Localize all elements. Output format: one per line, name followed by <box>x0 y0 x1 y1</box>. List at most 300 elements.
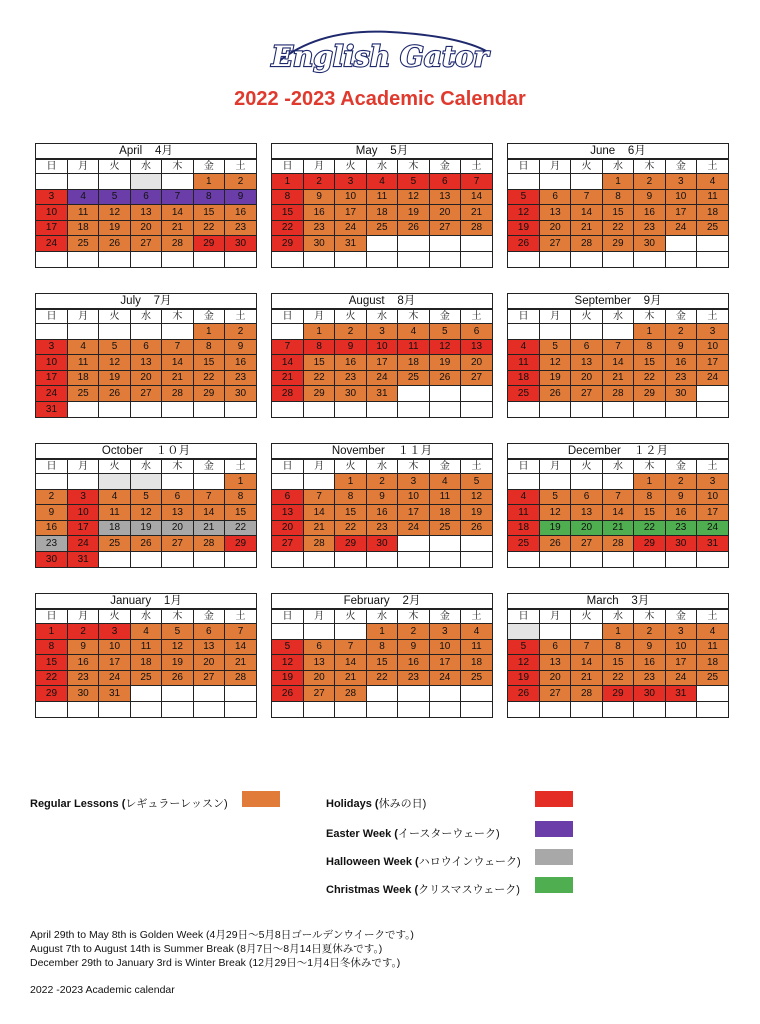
day-cell: 26 <box>272 686 303 702</box>
legend-easter-jp: イースターウェーク) <box>397 828 500 840</box>
day-cell: 29 <box>193 386 224 402</box>
day-cell: 6 <box>429 174 460 190</box>
day-cell: 30 <box>303 236 334 252</box>
day-cell: 5 <box>508 189 539 205</box>
day-cell: 27 <box>429 220 460 236</box>
empty-cell <box>398 236 429 252</box>
empty-cell <box>429 536 460 552</box>
day-cell: 18 <box>697 205 728 221</box>
empty-cell <box>36 174 67 190</box>
day-cell: 3 <box>398 474 429 490</box>
day-cell: 2 <box>67 624 98 640</box>
day-cell: 7 <box>602 489 633 505</box>
day-cell: 28 <box>602 536 633 552</box>
legend-holiday-label: Holidays ( <box>326 798 379 810</box>
legend-halloween-swatch <box>535 849 573 865</box>
empty-cell <box>130 551 161 567</box>
day-cell: 27 <box>130 386 161 402</box>
day-cell: 8 <box>335 489 366 505</box>
day-cell: 7 <box>162 339 193 355</box>
logo-text: English Gator <box>271 40 489 73</box>
weekday-header: 水 <box>366 160 397 174</box>
day-cell: 8 <box>602 189 633 205</box>
note-winter-break: December 29th to January 3rd is Winter Break (12月29日～1月4日冬休みです。) <box>30 957 401 969</box>
weekday-header: 土 <box>697 460 728 474</box>
weekday-header: 土 <box>697 610 728 624</box>
weekday-header: 木 <box>162 310 193 324</box>
month-calendar <box>35 593 257 718</box>
legend-regular-jp: レギュラーレッスン) <box>125 798 228 810</box>
weekday-header: 金 <box>665 460 696 474</box>
empty-cell <box>303 551 334 567</box>
day-cell: 20 <box>571 520 602 536</box>
day-cell: 11 <box>461 639 492 655</box>
day-cell: 18 <box>398 355 429 371</box>
empty-cell <box>225 701 256 717</box>
day-cell: 19 <box>508 220 539 236</box>
weekday-header: 土 <box>697 310 728 324</box>
day-cell: 17 <box>67 520 98 536</box>
empty-cell <box>602 701 633 717</box>
day-cell: 17 <box>665 205 696 221</box>
day-cell: 25 <box>429 520 460 536</box>
empty-cell <box>303 474 334 490</box>
month-calendar <box>507 443 729 568</box>
weekday-header: 火 <box>571 610 602 624</box>
day-cell: 5 <box>398 174 429 190</box>
day-cell: 16 <box>665 505 696 521</box>
weekday-header: 木 <box>634 460 665 474</box>
day-cell: 27 <box>272 536 303 552</box>
day-cell: 2 <box>36 489 67 505</box>
legend-halloween-jp: ハロウインウェーク) <box>418 856 521 868</box>
empty-cell <box>508 474 539 490</box>
day-cell: 1 <box>193 174 224 190</box>
empty-cell <box>508 624 539 640</box>
empty-cell <box>429 236 460 252</box>
day-cell: 13 <box>539 655 570 671</box>
day-cell: 11 <box>508 355 539 371</box>
weekday-header: 土 <box>697 160 728 174</box>
day-cell: 30 <box>335 386 366 402</box>
empty-cell <box>539 324 570 340</box>
month-title: October １０月 <box>36 444 256 459</box>
empty-cell <box>193 401 224 417</box>
weekday-header: 木 <box>398 310 429 324</box>
weekday-header: 金 <box>665 310 696 324</box>
day-cell: 14 <box>193 505 224 521</box>
legend-christmas-label: Christmas Week ( <box>326 884 419 896</box>
empty-cell <box>67 401 98 417</box>
empty-cell <box>602 551 633 567</box>
empty-cell <box>366 701 397 717</box>
day-cell: 17 <box>36 370 67 386</box>
day-cell: 10 <box>697 339 728 355</box>
day-cell: 9 <box>366 489 397 505</box>
day-cell: 27 <box>193 670 224 686</box>
weekday-header: 月 <box>303 310 334 324</box>
day-cell: 12 <box>508 205 539 221</box>
day-cell: 26 <box>99 236 130 252</box>
day-cell: 25 <box>67 386 98 402</box>
day-cell: 17 <box>99 655 130 671</box>
day-cell: 13 <box>539 205 570 221</box>
day-cell: 10 <box>697 489 728 505</box>
day-cell: 29 <box>36 686 67 702</box>
weekday-header: 火 <box>335 610 366 624</box>
day-cell: 28 <box>571 236 602 252</box>
empty-cell <box>162 324 193 340</box>
day-cell: 18 <box>461 655 492 671</box>
day-cell: 14 <box>461 189 492 205</box>
empty-cell <box>130 324 161 340</box>
day-cell: 15 <box>225 505 256 521</box>
day-cell: 15 <box>36 655 67 671</box>
day-cell: 4 <box>130 624 161 640</box>
day-cell: 29 <box>272 236 303 252</box>
empty-cell <box>272 324 303 340</box>
day-cell: 13 <box>461 339 492 355</box>
day-cell: 24 <box>697 370 728 386</box>
day-cell: 12 <box>272 655 303 671</box>
day-cell: 19 <box>539 520 570 536</box>
weekday-header: 水 <box>130 160 161 174</box>
month-calendar <box>507 293 729 418</box>
day-cell: 12 <box>539 505 570 521</box>
legend-holiday-jp: 休みの日) <box>378 798 427 810</box>
day-cell: 6 <box>303 639 334 655</box>
empty-cell <box>539 401 570 417</box>
day-cell: 30 <box>634 686 665 702</box>
weekday-header: 水 <box>130 460 161 474</box>
empty-cell <box>697 551 728 567</box>
weekday-header: 月 <box>303 160 334 174</box>
empty-cell <box>602 401 633 417</box>
day-cell: 1 <box>335 474 366 490</box>
day-cell: 12 <box>99 205 130 221</box>
empty-cell <box>335 701 366 717</box>
empty-cell <box>335 251 366 267</box>
day-cell: 24 <box>429 670 460 686</box>
day-cell: 30 <box>225 386 256 402</box>
weekday-header: 木 <box>634 310 665 324</box>
weekday-header: 水 <box>602 160 633 174</box>
day-cell: 30 <box>634 236 665 252</box>
day-cell: 11 <box>130 639 161 655</box>
empty-cell <box>366 551 397 567</box>
empty-cell <box>36 474 67 490</box>
day-cell: 11 <box>398 339 429 355</box>
empty-cell <box>697 386 728 402</box>
weekday-header: 火 <box>335 160 366 174</box>
empty-cell <box>162 686 193 702</box>
day-cell: 19 <box>99 370 130 386</box>
day-cell: 15 <box>366 655 397 671</box>
day-cell: 20 <box>193 655 224 671</box>
day-cell: 6 <box>162 489 193 505</box>
day-cell: 20 <box>303 670 334 686</box>
empty-cell <box>602 324 633 340</box>
day-cell: 11 <box>697 189 728 205</box>
weekday-header: 日 <box>36 310 67 324</box>
day-cell: 13 <box>193 639 224 655</box>
day-cell: 9 <box>225 339 256 355</box>
empty-cell <box>665 551 696 567</box>
day-cell: 29 <box>335 536 366 552</box>
empty-cell <box>162 474 193 490</box>
day-cell: 13 <box>429 189 460 205</box>
empty-cell <box>539 551 570 567</box>
empty-cell <box>67 174 98 190</box>
day-cell: 25 <box>697 220 728 236</box>
weekday-header: 月 <box>539 460 570 474</box>
day-cell: 17 <box>697 355 728 371</box>
day-cell: 5 <box>539 339 570 355</box>
day-cell: 4 <box>366 174 397 190</box>
empty-cell <box>429 701 460 717</box>
legend-easter-label: Easter Week ( <box>326 828 398 840</box>
day-cell: 18 <box>366 205 397 221</box>
day-cell: 7 <box>571 189 602 205</box>
day-cell: 5 <box>272 639 303 655</box>
day-cell: 8 <box>225 489 256 505</box>
empty-cell <box>429 551 460 567</box>
day-cell: 24 <box>665 670 696 686</box>
empty-cell <box>508 251 539 267</box>
day-cell: 6 <box>461 324 492 340</box>
day-cell: 30 <box>67 686 98 702</box>
day-cell: 23 <box>634 670 665 686</box>
day-cell: 20 <box>162 520 193 536</box>
day-cell: 23 <box>634 220 665 236</box>
day-cell: 3 <box>429 624 460 640</box>
empty-cell <box>36 324 67 340</box>
day-cell: 14 <box>602 355 633 371</box>
day-cell: 21 <box>303 520 334 536</box>
page-title: 2022 -2023 Academic Calendar <box>234 88 526 110</box>
day-cell: 2 <box>665 324 696 340</box>
day-cell: 21 <box>162 220 193 236</box>
weekday-header: 月 <box>303 610 334 624</box>
day-cell: 24 <box>99 670 130 686</box>
month-title: December １２月 <box>508 444 728 459</box>
weekday-header: 水 <box>366 310 397 324</box>
day-cell: 22 <box>303 370 334 386</box>
day-cell: 14 <box>272 355 303 371</box>
day-cell: 13 <box>130 205 161 221</box>
empty-cell <box>99 701 130 717</box>
month-title: February 2月 <box>272 594 492 609</box>
empty-cell <box>99 174 130 190</box>
day-cell: 27 <box>571 536 602 552</box>
day-cell: 21 <box>335 670 366 686</box>
day-cell: 21 <box>461 205 492 221</box>
day-cell: 11 <box>67 355 98 371</box>
day-cell: 9 <box>303 189 334 205</box>
day-cell: 17 <box>366 355 397 371</box>
day-cell: 14 <box>162 205 193 221</box>
day-cell: 18 <box>429 505 460 521</box>
empty-cell <box>508 174 539 190</box>
empty-cell <box>130 174 161 190</box>
weekday-header: 金 <box>429 160 460 174</box>
day-cell: 31 <box>335 236 366 252</box>
day-cell: 6 <box>193 624 224 640</box>
legend-regular-label: Regular Lessons ( <box>30 798 126 810</box>
day-cell: 13 <box>272 505 303 521</box>
empty-cell <box>429 401 460 417</box>
day-cell: 16 <box>398 655 429 671</box>
weekday-header: 火 <box>571 310 602 324</box>
day-cell: 25 <box>130 670 161 686</box>
day-cell: 22 <box>193 370 224 386</box>
day-cell: 28 <box>571 686 602 702</box>
weekday-header: 土 <box>225 460 256 474</box>
day-cell: 16 <box>634 655 665 671</box>
day-cell: 7 <box>303 489 334 505</box>
day-cell: 23 <box>225 220 256 236</box>
month-title: April 4月 <box>36 144 256 159</box>
day-cell: 18 <box>508 520 539 536</box>
month-title: November １１月 <box>272 444 492 459</box>
day-cell: 2 <box>335 324 366 340</box>
legend-easter-swatch <box>535 821 573 837</box>
weekday-header: 月 <box>67 460 98 474</box>
day-cell: 8 <box>303 339 334 355</box>
english-gator-logo <box>260 22 500 82</box>
month-calendar <box>271 293 493 418</box>
day-cell: 18 <box>508 370 539 386</box>
day-cell: 26 <box>508 686 539 702</box>
day-cell: 25 <box>508 536 539 552</box>
empty-cell <box>272 251 303 267</box>
empty-cell <box>461 536 492 552</box>
day-cell: 20 <box>272 520 303 536</box>
empty-cell <box>398 701 429 717</box>
weekday-header: 土 <box>225 610 256 624</box>
empty-cell <box>99 401 130 417</box>
day-cell: 26 <box>508 236 539 252</box>
day-cell: 8 <box>193 339 224 355</box>
day-cell: 17 <box>429 655 460 671</box>
day-cell: 29 <box>634 386 665 402</box>
day-cell: 27 <box>461 370 492 386</box>
day-cell: 28 <box>162 386 193 402</box>
day-cell: 18 <box>67 370 98 386</box>
empty-cell <box>461 686 492 702</box>
empty-cell <box>366 401 397 417</box>
day-cell: 15 <box>335 505 366 521</box>
day-cell: 14 <box>162 355 193 371</box>
empty-cell <box>335 624 366 640</box>
day-cell: 27 <box>539 236 570 252</box>
weekday-header: 水 <box>366 610 397 624</box>
day-cell: 24 <box>67 536 98 552</box>
empty-cell <box>193 701 224 717</box>
day-cell: 10 <box>335 189 366 205</box>
empty-cell <box>130 701 161 717</box>
empty-cell <box>99 474 130 490</box>
empty-cell <box>130 686 161 702</box>
day-cell: 12 <box>429 339 460 355</box>
day-cell: 23 <box>36 536 67 552</box>
weekday-header: 火 <box>99 460 130 474</box>
day-cell: 9 <box>225 189 256 205</box>
day-cell: 26 <box>539 386 570 402</box>
day-cell: 19 <box>539 370 570 386</box>
day-cell: 29 <box>303 386 334 402</box>
empty-cell <box>193 551 224 567</box>
weekday-header: 月 <box>67 160 98 174</box>
empty-cell <box>571 474 602 490</box>
day-cell: 8 <box>193 189 224 205</box>
day-cell: 15 <box>303 355 334 371</box>
day-cell: 6 <box>272 489 303 505</box>
weekday-header: 木 <box>398 160 429 174</box>
day-cell: 28 <box>272 386 303 402</box>
day-cell: 24 <box>665 220 696 236</box>
day-cell: 11 <box>366 189 397 205</box>
day-cell: 2 <box>634 624 665 640</box>
day-cell: 26 <box>461 520 492 536</box>
month-title: May 5月 <box>272 144 492 159</box>
day-cell: 17 <box>665 655 696 671</box>
day-cell: 1 <box>634 474 665 490</box>
empty-cell <box>539 624 570 640</box>
weekday-header: 金 <box>193 310 224 324</box>
weekday-header: 火 <box>335 460 366 474</box>
day-cell: 4 <box>429 474 460 490</box>
weekday-header: 木 <box>398 610 429 624</box>
weekday-header: 金 <box>665 160 696 174</box>
weekday-header: 土 <box>461 160 492 174</box>
day-cell: 19 <box>130 520 161 536</box>
empty-cell <box>508 324 539 340</box>
day-cell: 24 <box>697 520 728 536</box>
note-golden-week: April 29th to May 8th is Golden Week (4月29日～5月8日ゴールデンウイークです。) <box>30 929 414 941</box>
weekday-header: 月 <box>303 460 334 474</box>
day-cell: 12 <box>130 505 161 521</box>
empty-cell <box>303 251 334 267</box>
day-cell: 1 <box>272 174 303 190</box>
day-cell: 1 <box>634 324 665 340</box>
empty-cell <box>67 701 98 717</box>
empty-cell <box>225 251 256 267</box>
day-cell: 24 <box>366 370 397 386</box>
day-cell: 20 <box>571 370 602 386</box>
legend-christmas-jp: クリスマスウェーク) <box>418 884 520 896</box>
day-cell: 4 <box>99 489 130 505</box>
empty-cell <box>508 551 539 567</box>
day-cell: 12 <box>99 355 130 371</box>
day-cell: 28 <box>193 536 224 552</box>
legend-easter <box>326 825 500 841</box>
empty-cell <box>461 701 492 717</box>
day-cell: 21 <box>162 370 193 386</box>
empty-cell <box>398 401 429 417</box>
day-cell: 11 <box>697 639 728 655</box>
legend-regular-swatch <box>242 791 280 807</box>
day-cell: 31 <box>697 536 728 552</box>
day-cell: 6 <box>130 189 161 205</box>
day-cell: 24 <box>398 520 429 536</box>
day-cell: 26 <box>539 536 570 552</box>
day-cell: 30 <box>665 386 696 402</box>
day-cell: 25 <box>99 536 130 552</box>
day-cell: 27 <box>130 236 161 252</box>
day-cell: 2 <box>366 474 397 490</box>
day-cell: 2 <box>225 174 256 190</box>
